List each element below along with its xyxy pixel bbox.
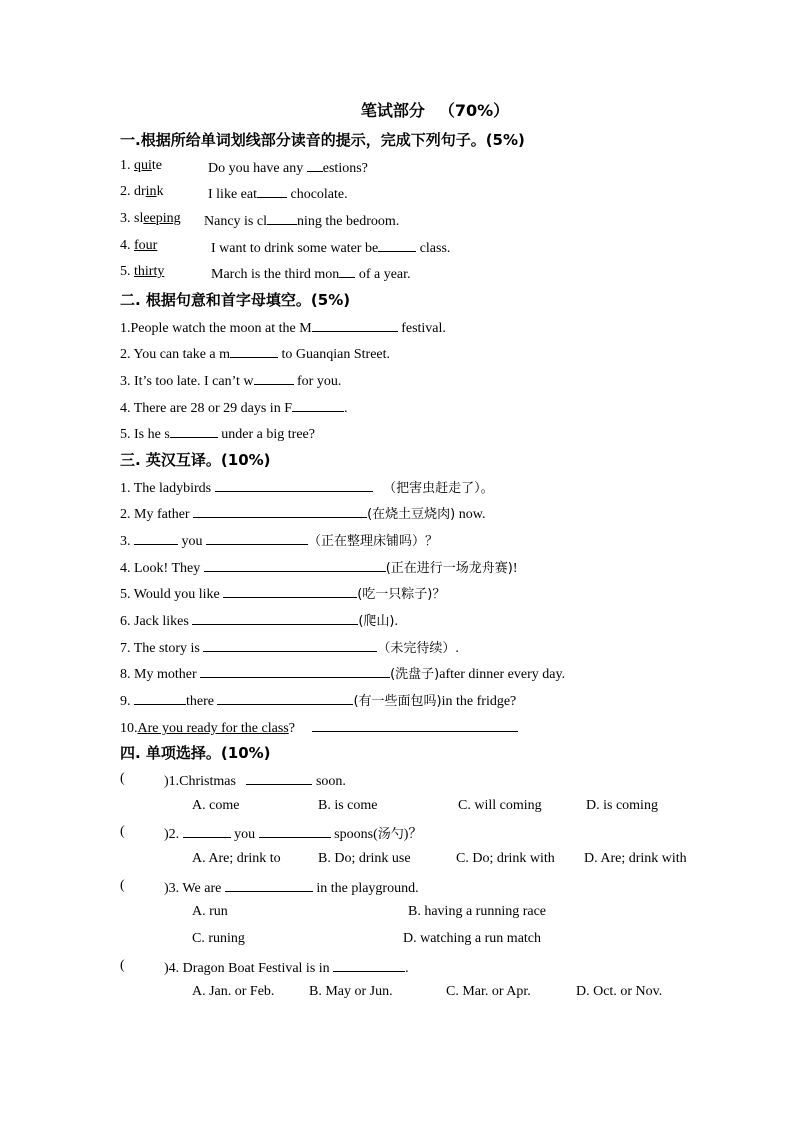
page-title xyxy=(0,98,794,121)
q1-option-a[interactable]: A. come xyxy=(192,798,240,813)
answer-paren-open: ( xyxy=(120,958,125,973)
section-1-heading: 一.根据所给单词划线部分读音的提示，完成下列句子。(5%) xyxy=(120,131,525,149)
s3-item-8: 8. My mother (洗盘子)after dinner every day. xyxy=(120,663,565,684)
q1-option-d[interactable]: D. is coming xyxy=(586,798,658,813)
s3-item-6: 6. Jack likes (爬山). xyxy=(120,610,398,631)
answer-blank[interactable] xyxy=(230,343,278,358)
s1-item-4: 4. four xyxy=(120,238,158,253)
answer-blank[interactable] xyxy=(200,663,390,678)
answer-blank[interactable] xyxy=(217,690,353,705)
answer-blank[interactable] xyxy=(215,477,373,492)
s1-item-5-sentence: March is the third mon of a year. xyxy=(211,263,411,284)
answer-blank[interactable] xyxy=(267,210,297,225)
answer-paren-open: ( xyxy=(120,878,125,893)
q2-option-d[interactable]: D. Are; drink with xyxy=(584,851,687,866)
s2-item-4: 4. There are 28 or 29 days in F . xyxy=(120,397,347,418)
q4-option-b[interactable]: B. May or Jun. xyxy=(309,984,393,999)
q2-option-c[interactable]: C. Do; drink with xyxy=(456,851,555,866)
q2-stem: )2. you spoons(汤勺)？ xyxy=(164,823,422,844)
s3-item-3: 3. you （正在整理床铺吗）？ xyxy=(120,530,438,551)
section-4-heading: 四. 单项选择。(10%) xyxy=(120,744,271,762)
s3-item-1: 1. The ladybirds （把害虫赶走了）。 xyxy=(120,477,494,498)
q3-option-c[interactable]: C. runing xyxy=(192,931,245,946)
title-text: 笔试部分 xyxy=(360,101,425,120)
answer-blank[interactable] xyxy=(339,263,355,278)
q3-option-d[interactable]: D. watching a run match xyxy=(403,931,542,946)
s3-item-10: 10.Are you ready for the class? xyxy=(120,717,518,738)
section-3-heading: 三. 英汉互译。(10%) xyxy=(120,451,271,469)
answer-blank[interactable] xyxy=(378,237,416,252)
s2-item-3: 3. It’s too late. I can’t w for you. xyxy=(120,370,341,391)
answer-blank[interactable] xyxy=(223,583,357,598)
q4-option-c[interactable]: C. Mar. or Apr. xyxy=(446,984,531,999)
answer-blank[interactable] xyxy=(203,637,377,652)
answer-paren-open: ( xyxy=(120,824,125,839)
answer-blank[interactable] xyxy=(307,157,323,172)
s3-item-2: 2. My father (在烧土豆烧肉) now. xyxy=(120,503,485,524)
q1-option-b[interactable]: B. is come xyxy=(318,798,378,813)
answer-blank[interactable] xyxy=(183,823,231,838)
answer-blank[interactable] xyxy=(206,530,308,545)
s1-item-1-sentence: Do you have any estions? xyxy=(208,157,368,178)
answer-blank[interactable] xyxy=(254,370,294,385)
answer-blank[interactable] xyxy=(193,503,367,518)
s2-item-1: 1.People watch the moon at the M festival. xyxy=(120,317,446,338)
answer-blank[interactable] xyxy=(170,423,218,438)
answer-blank[interactable] xyxy=(134,530,178,545)
q3-option-a[interactable]: A. run xyxy=(192,904,228,919)
s3-item-5: 5. Would you like (吃一只粽子)？ xyxy=(120,583,445,604)
q1-option-c[interactable]: C. will coming xyxy=(458,798,542,813)
answer-blank[interactable] xyxy=(246,770,312,785)
q2-option-b[interactable]: B. Do; drink use xyxy=(318,851,411,866)
s3-item-7: 7. The story is （未完待续）. xyxy=(120,637,459,658)
q2-option-a[interactable]: A. Are; drink to xyxy=(192,851,281,866)
q4-stem: )4. Dragon Boat Festival is in . xyxy=(164,957,409,978)
s1-item-2-sentence: I like eat chocolate. xyxy=(208,183,348,204)
answer-blank[interactable] xyxy=(312,717,518,732)
answer-blank[interactable] xyxy=(292,397,344,412)
s3-item-4: 4. Look! They (正在进行一场龙舟赛)! xyxy=(120,557,518,578)
s1-item-1: 1. quite xyxy=(120,158,162,173)
answer-blank[interactable] xyxy=(312,317,398,332)
answer-blank[interactable] xyxy=(192,610,358,625)
answer-blank[interactable] xyxy=(225,877,313,892)
s1-item-3: 3. sleeping xyxy=(120,211,181,226)
s3-item-9: 9. there (有一些面包吗)in the fridge? xyxy=(120,690,516,711)
s1-item-4-sentence: I want to drink some water be class. xyxy=(211,237,450,258)
q1-stem: )1.Christmas soon. xyxy=(164,770,346,791)
s1-item-2: 2. drink xyxy=(120,184,164,199)
q4-option-a[interactable]: A. Jan. or Feb. xyxy=(192,984,275,999)
answer-blank[interactable] xyxy=(204,557,386,572)
answer-blank[interactable] xyxy=(134,690,186,705)
q4-option-d[interactable]: D. Oct. or Nov. xyxy=(576,984,663,999)
title-percent: （70%） xyxy=(438,101,510,120)
s2-item-5: 5. Is he s under a big tree? xyxy=(120,423,315,444)
answer-blank[interactable] xyxy=(257,183,287,198)
answer-blank[interactable] xyxy=(259,823,331,838)
section-2-heading: 二. 根据句意和首字母填空。(5%) xyxy=(120,291,351,309)
s1-item-5: 5. thirty xyxy=(120,264,165,279)
answer-blank[interactable] xyxy=(333,957,405,972)
q3-option-b[interactable]: B. having a running race xyxy=(408,904,547,919)
s2-item-2: 2. You can take a m to Guanqian Street. xyxy=(120,343,390,364)
q3-stem: )3. We are in the playground. xyxy=(164,877,419,898)
answer-paren-open: ( xyxy=(120,771,125,786)
s1-item-3-sentence: Nancy is cl ning the bedroom. xyxy=(204,210,399,231)
